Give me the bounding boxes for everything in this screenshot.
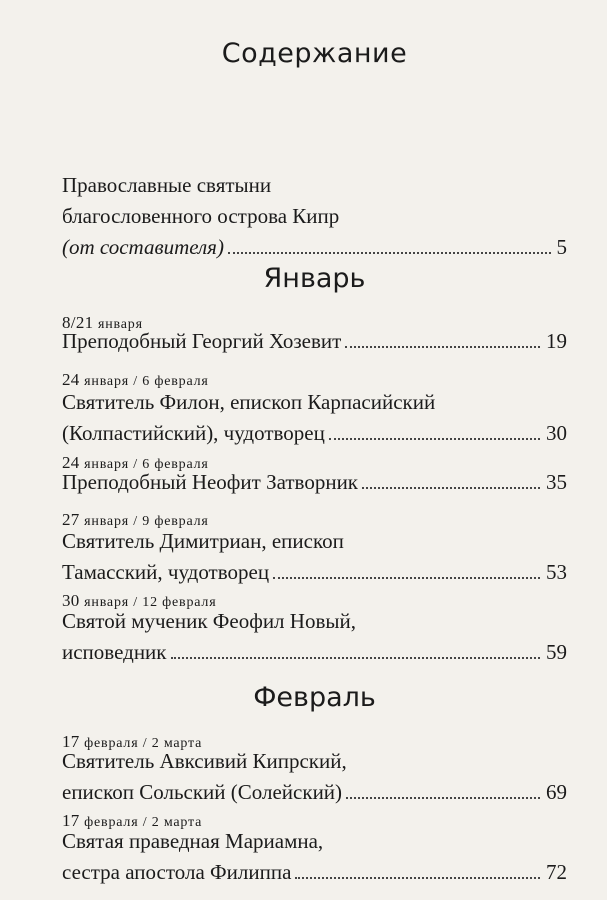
page-number: 53 [546,560,567,584]
dot-leader [295,877,540,879]
date-text: января / 9 февраля [84,514,209,529]
date-text: января [98,317,143,332]
entry-last-line [62,857,567,888]
entry-text: Преподобный Георгий Хозевит [62,329,342,353]
toc-entry[interactable] [62,826,567,888]
entry-line: Святой мученик Феофил Новый, [62,609,356,633]
toc-entry[interactable] [62,526,567,588]
entry-text: исповедник [62,640,167,664]
entry-last-line [62,232,567,263]
entry-line: Святитель Димитриан, епископ [62,529,344,553]
entry-last-line [62,326,567,357]
date-number: 24 [62,453,80,472]
month-heading-february: Февраль [253,682,376,713]
entry-line: Православные святыни [62,173,272,197]
toc-entry[interactable] [62,606,567,668]
page-number: 19 [546,329,567,353]
entry-text: епископ Сольский (Солейский) [62,780,343,804]
page-number: 72 [546,860,567,884]
entry-text: Тамасский, чудотворец [62,560,270,584]
entry-last-line [62,777,567,808]
entry-line: благословенного острова Кипр [62,204,340,228]
date-text: февраля / 2 марта [84,736,203,751]
entry-text: (Колпастийский), чудотворец [62,421,325,445]
date-text: января / 6 февраля [84,457,209,472]
date-number: 24 [62,370,80,389]
dot-leader [346,797,540,799]
date-text: января / 6 февраля [84,374,209,389]
page-number: 59 [546,640,567,664]
toc-entry-intro[interactable] [62,170,567,263]
entry-last-line [62,467,567,498]
page-number: 35 [546,470,567,494]
dot-leader [171,657,541,659]
toc-page [62,0,567,900]
toc-entry[interactable] [62,467,567,498]
toc-entry[interactable] [62,326,567,357]
dot-leader [228,252,551,254]
entry-text: Преподобный Неофит Затворник [62,470,359,494]
page-number: 69 [546,780,567,804]
page-number: 5 [556,235,567,259]
entry-line: Святитель Авксивий Кипрский, [62,749,347,773]
date-number: 30 [62,591,80,610]
toc-entry[interactable] [62,387,567,449]
entry-line: Святитель Филон, епископ Карпасийский [62,390,436,414]
entry-text: сестра апостола Филиппа [62,860,292,884]
dot-leader [345,346,540,348]
page-title: Содержание [221,38,408,69]
date-number: 8/21 [62,313,94,332]
month-heading-january: Январь [263,263,366,294]
dot-leader [362,487,540,489]
date-number: 17 [62,732,80,751]
dot-leader [329,438,540,440]
entry-last-line [62,557,567,588]
entry-text: (от составителя) [62,235,224,259]
entry-line: Святая праведная Мариамна, [62,829,324,853]
toc-entry[interactable] [62,746,567,808]
date-text: февраля / 2 марта [84,815,203,830]
dot-leader [273,577,540,579]
page-number: 30 [546,421,567,445]
date-number: 17 [62,811,80,830]
date-number: 27 [62,510,80,529]
entry-last-line [62,637,567,668]
date-text: января / 12 февраля [84,595,217,610]
entry-last-line [62,418,567,449]
